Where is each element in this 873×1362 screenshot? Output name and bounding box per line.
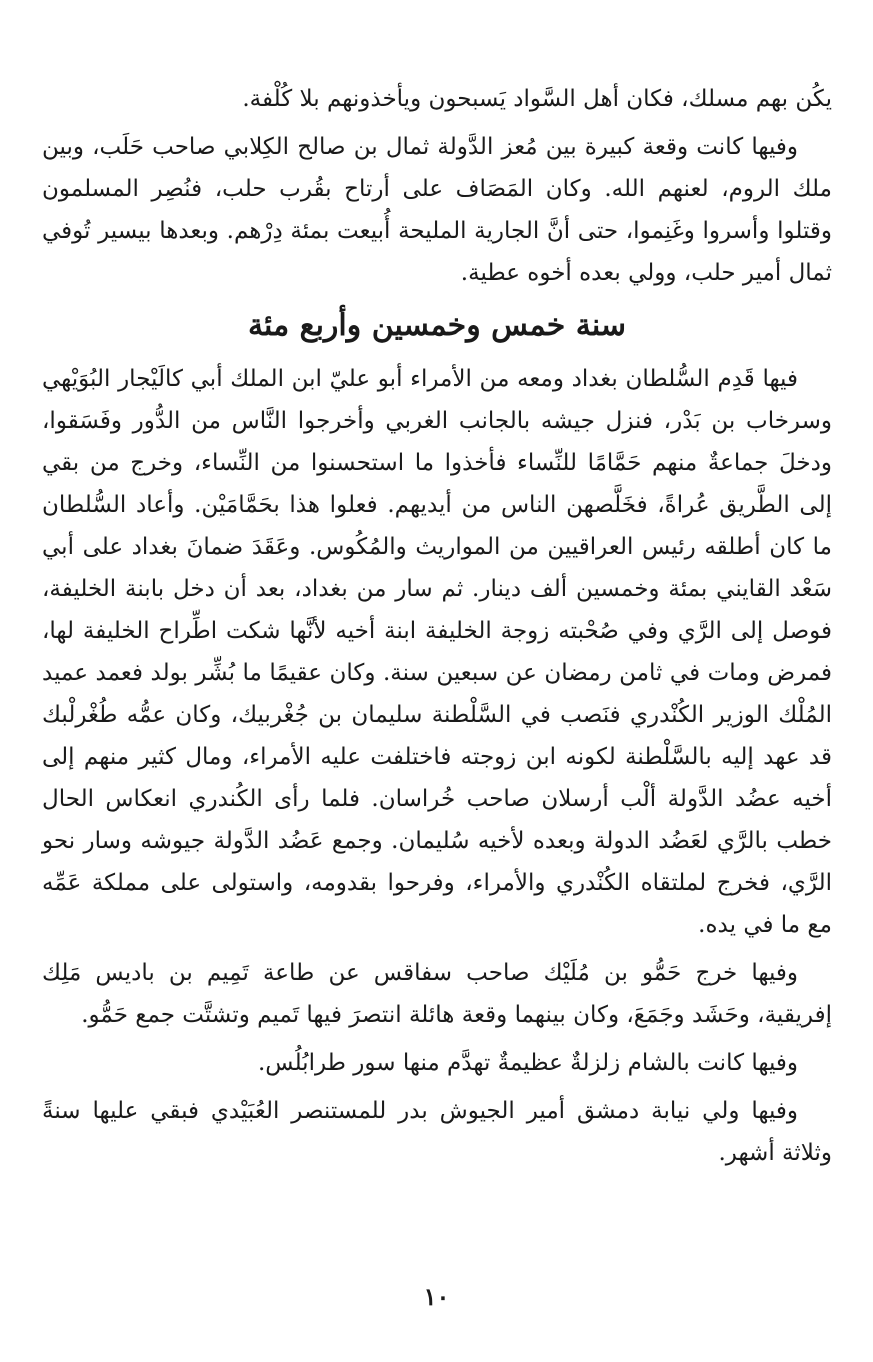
paragraph-hammu-revolt: وفيها خرج حَمُّو بن مُلَيْك صاحب سفاقس عن طاعة تَمِيم بن باديس مَلِك إفريقية، وحَشَد وجَمَعَ، وكان بينهما وقعة هائلة انتصرَ فيها تَميم وتشتَّت جمع حَمُّو. xyxy=(42,960,832,1028)
section-heading: سنة خمس وخمسين وأربع مئة xyxy=(247,308,627,343)
paragraph-sultan-baghdad: فيها قَدِم السُّلطان بغداد ومعه من الأمراء أبو عليّ ابن الملك أبي كالَيْجار البُوَيْهي وسرخاب بن بَدْر، فنزل جيشه بالجانب الغربي وأخرجوا النَّاس من الدُّور وفَسَقوا، ودخلَ جماعةٌ منهم حَمَّامًا للنِّساء فأخذوا ما استحسنوا من النِّساء، وخرج من بقي إلى الطَّريق عُراةً، فخَلَّصهن الناس من أيديهم. فعلوا هذا بحَمَّامَيْن. وأعاد السُّلطان ما كان أطلقه رئيس العراقيين من المواريث والمُكُوس. وعَقَدَ ضمانَ بغداد على أبي سَعْد القايني بمئة وخمسين ألف دينار. ثم سار من بغداد، بعد أن دخل بابنة الخليفة، فوصل إلى الرَّي وفي صُحْبته زوجة الخليفة ابنة أخيه لأنَّها شكت اطِّراح الخليفة لها، فمرض ومات في ثامن رمضان عن سبعين سنة. وكان عقيمًا ما بُشِّر بولد فعمد عميد المُلْك الوزير الكُنْدري فنَصب في السَّلْطنة سليمان بن جُغْربيك، وكان عمُّه طُغْرلْبك قد عهد إليه بالسَّلْطنة لكونه ابن زوجته فاختلفت عليه الأمراء، ومال كثير منهم إلى أخيه عضُد الدَّولة ألْب أرسلان صاحب خُراسان. فلما رأى الكُندري انعكاس الحال خطب بالرَّي لعَضُد الدولة وبعده لأخيه سُليمان. وجمع عَضُد الدَّولة جيوشه وسار نحو الرَّي، فخرج لملتقاه الكُنْدري والأمراء، وفرحوا بقدومه، واستولى على مملكة عَمِّه مع ما في يده. xyxy=(42,366,832,938)
page-number: ١٠ xyxy=(423,1282,450,1311)
paragraph-battle-aleppo: وفيها كانت وقعة كبيرة بين مُعز الدَّولة ثمال بن صالح الكِلابي صاحب حَلَب، وبين ملك الروم، لعنهم الله. وكان المَصَاف على أرتاح بقُرب حلب، فنُصِر المسلمون وقتلوا وأسروا وغَنِموا، حتى أنَّ الجارية المليحة أُبيعت بمئة دِرْهم. وبعدها بيسير تُوفي ثمال أمير حلب، وولي بعده أخوه عطية. xyxy=(42,134,832,286)
paragraph-continuation: يكُن بهم مسلك، فكان أهل السَّواد يَسبحون ويأخذونهم بلا كُلْفة. xyxy=(242,86,832,112)
paragraph-earthquake: وفيها كانت بالشام زلزلةٌ عظيمةٌ تهدَّم منها سور طرابُلُس. xyxy=(257,1050,798,1076)
paragraph-damascus-governor: وفيها ولي نيابة دمشق أمير الجيوش بدر للمستنصر العُبَيْدي فبقي عليها سنةً وثلاثة أشهر. xyxy=(42,1098,832,1166)
page-body xyxy=(42,78,832,1180)
